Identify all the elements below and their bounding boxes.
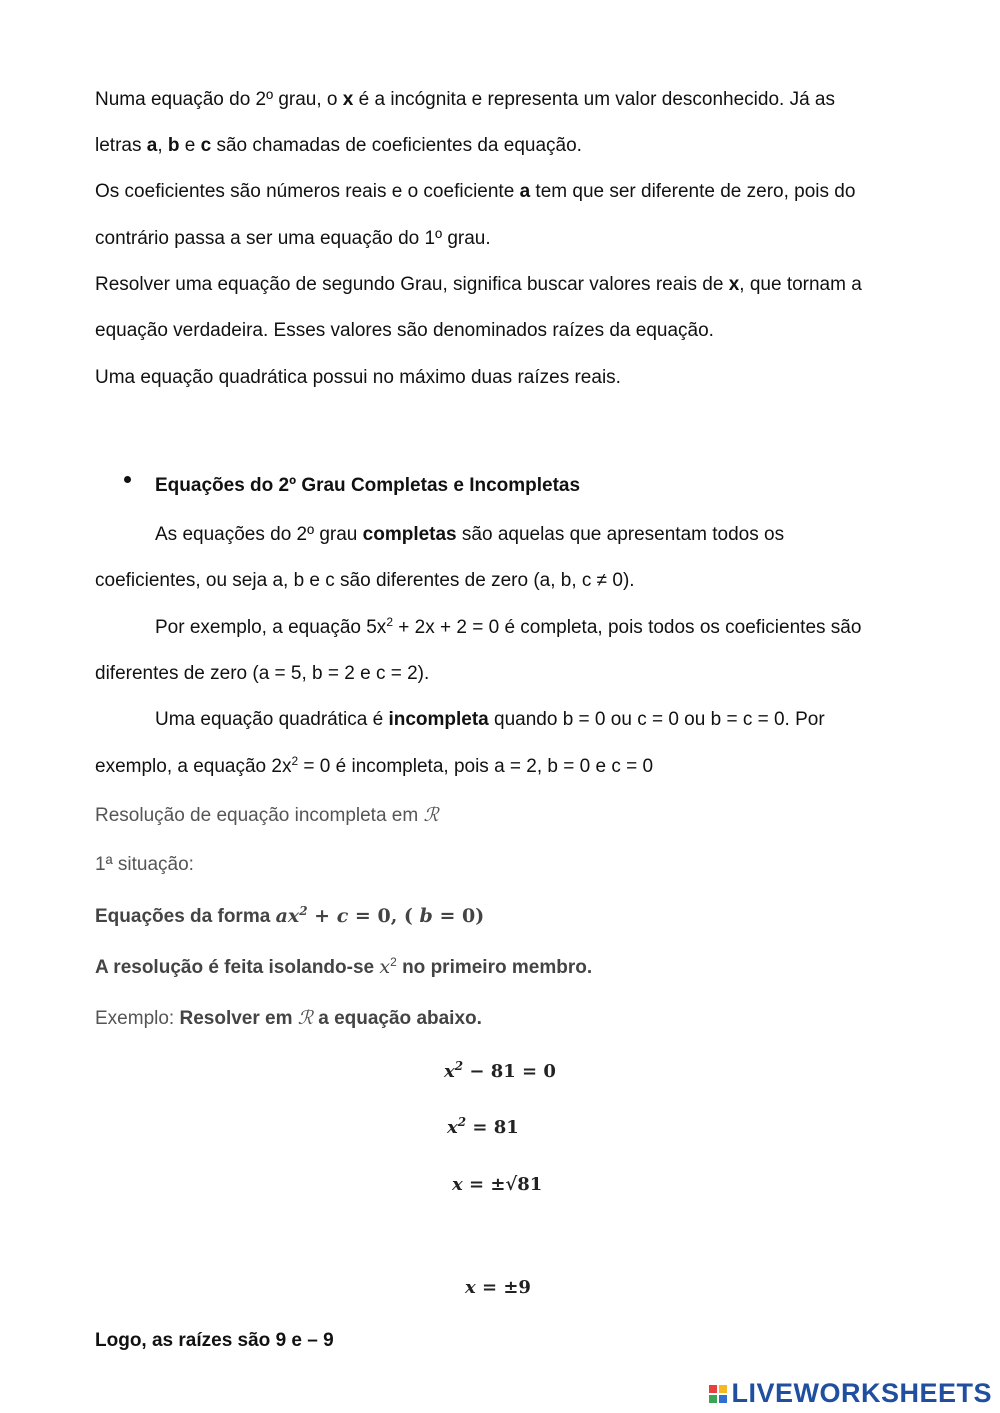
completas-example-2: diferentes de zero (a = 5, b = 2 e c = 2). xyxy=(95,663,430,684)
equation-step-2: $x^2 = 81$ xyxy=(447,1115,519,1138)
form-statement: Equações da forma $ax^2 + c = 0$, ( b = 0) xyxy=(95,904,485,927)
intro-paragraph-3: Os coeficientes são números reais e o coeficiente a tem que ser diferente de zero, pois do xyxy=(95,181,856,202)
logo-square xyxy=(719,1395,727,1403)
intro-paragraph-2: letras a, b e c são chamadas de coeficientes da equação. xyxy=(95,135,582,156)
equation-step-4: x = ±9 xyxy=(465,1277,531,1298)
example-statement: Exemplo: Resolver em ℛ a equação abaixo. xyxy=(95,1007,482,1029)
section-heading: Equações do 2º Grau Completas e Incompletas xyxy=(155,475,581,496)
situation-label: 1ª situação: xyxy=(95,854,194,875)
logo-square xyxy=(709,1385,717,1393)
intro-paragraph-6: equação verdadeira. Esses valores são denominados raízes da equação. xyxy=(95,320,714,341)
bullet-icon xyxy=(124,476,131,483)
equation-step-1: $x^2 - 81 = 0$ xyxy=(444,1059,556,1082)
logo-text: LIVEWORKSHEETS xyxy=(731,1378,992,1408)
logo-square xyxy=(709,1395,717,1403)
isolation-statement: A resolução é feita isolando-se $x^2$ no primeiro membro. xyxy=(95,955,593,978)
completas-paragraph-2: coeficientes, ou seja a, b e c são diferentes de zero (a, b, c ≠ 0). xyxy=(95,570,635,591)
conclusion: Logo, as raízes são 9 e – 9 xyxy=(95,1330,334,1351)
intro-paragraph-7: Uma equação quadrática possui no máximo duas raízes reais. xyxy=(95,367,621,388)
intro-paragraph-4: contrário passa a ser uma equação do 1º grau. xyxy=(95,228,491,249)
liveworksheets-logo xyxy=(709,1378,992,1409)
equation-step-3: x = ±√81 xyxy=(452,1174,543,1195)
completas-paragraph-1: As equações do 2º grau completas são aquelas que apresentam todos os xyxy=(155,524,785,545)
logo-square xyxy=(719,1385,727,1393)
incompleta-paragraph-1: Uma equação quadrática é incompleta quando b = 0 ou c = 0 ou b = c = 0. Por xyxy=(155,709,825,730)
intro-paragraph-5: Resolver uma equação de segundo Grau, significa buscar valores reais de x, que tornam a xyxy=(95,274,862,295)
intro-paragraph-1: Numa equação do 2º grau, o x é a incógnita e representa um valor desconhecido. Já as xyxy=(95,89,835,110)
logo-mark-icon xyxy=(709,1385,727,1403)
resolution-title: Resolução de equação incompleta em ℛ xyxy=(95,804,439,826)
incompleta-paragraph-2: exemplo, a equação $2x^2 = 0$ é incompleta, pois a = 2, b = 0 e c = 0 xyxy=(95,754,654,777)
completas-example-1: Por exemplo, a equação $5x^2 + 2x + 2 = 0$ é completa, pois todos os coeficientes são xyxy=(155,615,862,638)
